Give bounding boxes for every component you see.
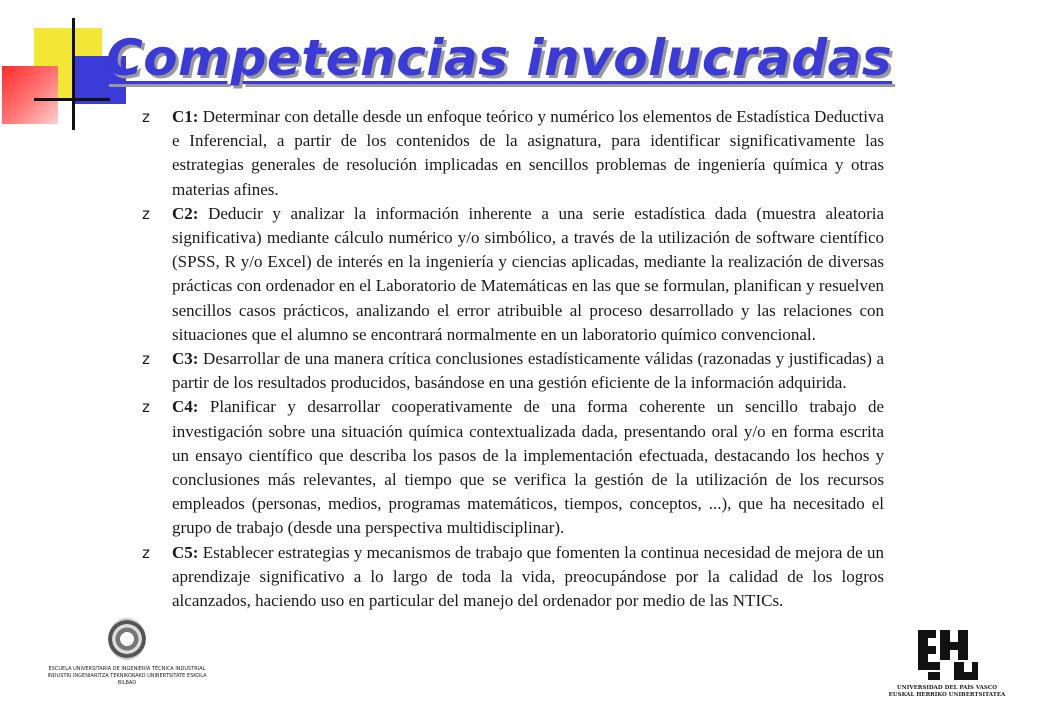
competency-text: Desarrollar de una manera crítica conclusiones estadísticamente válidas (razonadas y justificadas) a partir de los resultados producidos, basándose en una gestión eficiente de la información adquirida. [172,349,885,393]
bullet-icon: z [142,398,150,417]
competency-code: C3: [172,349,199,369]
competency-text: Planificar y desarrollar cooperativamente de una forma coherente un sencillo trabajo de investigación sobre una situación química contextualizada dada, presentando oral y/o en forma escrita un ensayo científico que describa los pasos de la implementación efectuada, destacando los hechos y conclusiones más relevantes, al tiempo que se verifica la gestión de la utilización de los recursos empleados (personas, medios, programas matemáticos, tiempos, conceptos, ...), que ha necesitado el grupo de trabajo (desde una perspectiva multidisciplinar). [172,397,885,538]
university-name-es: UNIVERSIDAD DEL PAÍS VASCO [896,685,998,691]
competency-list [142,105,884,613]
school-name-es: ESCUELA UNIVERSITARIA DE INGENIERÍA TÉCNICA INDUSTRIAL [48,666,206,672]
bullet-icon: z [142,543,150,562]
university-name-eu: EUSKAL HERRIKO UNIBERTSITATEA [888,692,1006,698]
competency-text: Establecer estrategias y mecanismos de trabajo que fomenten la continua necesidad de mejora de un aprendizaje significativo a lo largo de toda la vida, preocupándose por la calidad de los logros alcanzados, haciendo uso en particular del manejo del ordenador por medio de las NTICs. [172,542,884,611]
competency-code: C5: [172,542,199,562]
bullet-icon: z [142,204,150,223]
competency-text: Determinar con detalle desde un enfoque teórico y numérico los elementos de Estadística Deductiva e Inferencial, a partir de los contenidos de la asignatura, para identificar significativamente las estrategias generales de resolución implicadas en sencillos problemas de ingeniería química y otras materias afines. [172,107,885,199]
competency-code: C2: [172,203,199,223]
slide-title: Competencias involucradas [106,29,893,87]
school-city: BILBAO [117,680,137,686]
school-seal-icon [108,618,146,660]
competency-text: Deducir y analizar la información inherente a una serie estadística dada (muestra aleatoria significativa) mediante cálculo numérico y/o simbólico, a través de la utilización de software científico (SPSS, R y/o Excel) de interés en la ingeniería y ciencias aplicadas, mediante la realización de diversas prácticas con ordenador en el Laboratorio de Matemáticas en las que se formulan, planifican y resuelven sencillos casos prácticos, analizando el error atribuible al proceso desarrollado y las relaciones con situaciones que el alumno se encontrará normalmente en un laboratorio químico convencional. [172,203,885,344]
competency-item-c3 [142,347,884,395]
university-logo-icon [914,626,980,682]
school-name-eu: INDUSTRI INGENIARITZA TEKNIKORAKO UNIBERTSITATE ESKOLA [47,673,207,679]
competency-code: C1: [172,107,199,126]
decor-red-square [2,66,58,124]
decor-vertical-line [72,18,75,130]
bullet-icon: z [142,350,150,369]
competency-item-c5 [142,541,884,614]
university-logo-block [872,626,1022,699]
school-logo-block [32,618,222,687]
competency-item-c1 [142,105,884,202]
competency-item-c2 [142,202,884,347]
competency-item-c4 [142,395,884,540]
decor-horizontal-line [34,98,110,101]
competency-code: C4: [172,397,199,417]
bullet-icon: z [142,108,150,126]
